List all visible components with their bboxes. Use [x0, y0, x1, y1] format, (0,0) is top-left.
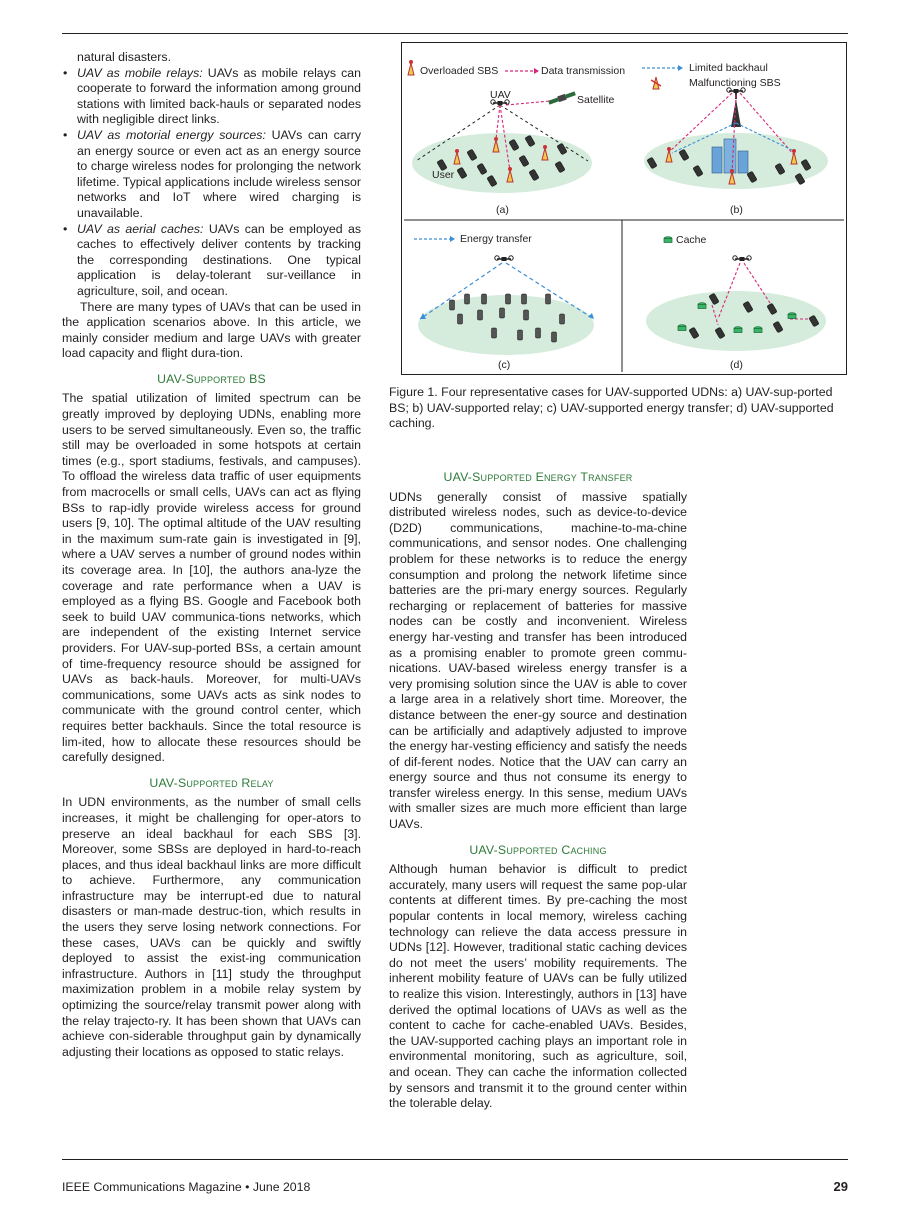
top-rule	[62, 33, 848, 34]
caption-text: Four representative cases for UAV-supported UDNs: a) UAV-sup-ported BS; b) UAV-supported relay; c) UAV-supported energy transfer; d) UAV-supported caching.	[389, 385, 834, 431]
legend-data-transmission: Data transmission	[541, 65, 626, 77]
sensor-node-icon	[500, 308, 505, 318]
uav-icon	[495, 256, 513, 261]
cache-icon	[678, 325, 686, 331]
sensor-node-icon	[492, 328, 497, 338]
label-satellite: Satellite	[577, 94, 615, 106]
cache-icon	[788, 313, 796, 319]
cache-icon	[734, 327, 742, 333]
macro-bs-tower-icon	[731, 93, 741, 127]
sensor-node-icon	[536, 328, 541, 338]
sensor-node-icon	[522, 294, 527, 304]
figure-1-diagram	[402, 43, 846, 374]
malfunctioning-sbs-icon	[651, 77, 661, 89]
sensor-node-icon	[465, 294, 470, 304]
caption-label: Figure 1.	[389, 385, 438, 399]
cache-icon	[698, 303, 706, 309]
legend-overloaded-sbs: Overloaded SBS	[420, 65, 499, 77]
overloaded-sbs-icon	[408, 60, 414, 75]
section-heading-caching: UAV-Supported Caching	[469, 842, 607, 857]
sensor-node-icon	[482, 294, 487, 304]
right-column	[389, 470, 687, 1112]
data-transmission-link	[506, 101, 550, 105]
cache-icon	[754, 327, 762, 333]
sensor-node-icon	[524, 310, 529, 320]
figure-1	[401, 42, 847, 375]
panel-label-a: (a)	[496, 204, 509, 216]
section-heading-energy: UAV-Supported Energy Transfer	[443, 470, 633, 484]
paragraph-uav-types: There are many types of UAVs that can be used in the application scenarios above. In this article, we mainly consider medium and large UAVs with greater load capacity and flight dura-tion.	[62, 299, 361, 361]
uav-icon	[733, 256, 751, 261]
left-column	[62, 50, 361, 1060]
sensor-node-icon	[506, 294, 511, 304]
section-heading-relay: UAV-Supported Relay	[149, 775, 274, 790]
arrow-icon	[678, 65, 683, 71]
sensor-node-icon	[458, 314, 463, 324]
sensor-node-icon	[552, 332, 557, 342]
label-uav: UAV	[490, 89, 511, 101]
legend-malfunctioning-sbs: Malfunctioning SBS	[689, 77, 781, 89]
panel-label-c: (c)	[498, 359, 511, 371]
sensor-node-icon	[560, 314, 565, 324]
list-item: • UAV as mobile relays: UAVs as mobile relays can cooperate to forward the information among ground stations with limited back-hauls or separated nodes with negligible direct links.	[63, 65, 362, 127]
paragraph-caching: Although human behavior is difficult to predict accurately, many users will request the same pop-ular contents at different times. By pre-caching the most popular contents in local memory, wireless caching technology can relieve the data access pressure in UDNs [12]. However, traditional static caching devices do not meet the users’ mobility requirements. The inherent mobility feature of UAVs can be fully utilized to realize this vision. Interestingly, authors in [13] have derived the optimal locations of UAVs as well as the content to cache for cache-enabled UAVs. Besides, the UAV-supported caching plays an important role in environmental monitoring, such as agriculture, soil, and ocean. They can cache the information collected by sensors and transmit it to the ground center within the tolerable delay.	[389, 862, 687, 1111]
sensor-node-icon	[478, 310, 483, 320]
cache-legend-icon	[664, 237, 672, 243]
uav-role-list	[62, 66, 361, 300]
arrow-icon	[534, 68, 539, 74]
satellite-icon	[548, 90, 576, 105]
list-item: • UAV as motorial energy sources: UAVs can carry an energy source or even act as an energy source to charge wireless nodes for prolonging the network lifetime. Typical applications include wireless sensor networks and IoT where wired charging is unavailable.	[63, 127, 361, 220]
legend-energy-transfer: Energy transfer	[460, 233, 532, 245]
sensor-node-icon	[546, 294, 551, 304]
intro-line: natural disasters.	[77, 50, 171, 64]
paragraph-bs: The spatial utilization of limited spectrum can be greatly improved by deploying UDNs, enabling more users to be served simultaneously. Even so, the traffic still may be overloaded in some hotspots at certain times (e.g., sport stadiums, festivals, and campuses). To offload the wireless data traffic of user equipments from macrocells or small cells, UAVs can act as flying BSs to rap-idly provide wireless access for ground users [9, 10]. The optimal altitude of the UAV resulting in the maximum sum-rate gain is investigated in [9], where a UAV serves a number of ground nodes within its coverage area. In [10], the authors ana-lyze the coverage and rate performance when a UAV is employed as a flying BS. Google and Facebook both seek to build UAV communica-tions networks, which are independent of the existing Internet service providers. For UAV-sup-ported BSs, a certain amount of time-frequency resource should be assigned for UAVs as back-hauls. Moreover, for multi-UAVs communications, some UAVs acts as sink nodes to communicate with the ground control center, which requires better backhauls. Since the total resource is lim-ited, how to allocate these resources should be carefully designed.	[62, 391, 361, 765]
paragraph-energy: UDNs generally consist of massive spatially distributed wireless nodes, such as device-to-device (D2D) communications, machine-to-ma-chine communications, and sensor nodes. One challenging problem for these networks is to reduce the energy consumption and prolong the network lifetime since batteries are the pri-mary energy sources. Regularly recharging or replacement of batteries for massive nodes can be costly and inconvenient. Wireless energy har-vesting and transfer has been introduced as a promising enabler to promote green commu-nications. UAV-based wireless energy transfer is a very promising solution since the UAV is able to cover a large area in a relatively short time. Moreover, the distance between the ener-gy source and destination can be artificially and adaptively adjusted to improve the energy har-vesting efficiency and satisfy the needs of dif-ferent nodes. Notice that the UAV can carry an energy source and thus not consume its energy to transfer wireless energy. In this sense, medium UAVs with smaller sizes are much more efficient than large UAVs.	[389, 489, 687, 832]
panel-label-b: (b)	[730, 204, 743, 216]
section-heading-bs: UAV-Supported BS	[157, 371, 266, 386]
coverage-area-d	[646, 291, 826, 351]
legend-limited-backhaul: Limited backhaul	[689, 62, 768, 74]
sensor-node-icon	[450, 300, 455, 310]
label-user: User	[432, 169, 455, 181]
list-item: • UAV as aerial caches: UAVs can be employed as caches to effectively deliver contents by tracking the corresponding destinations. One typical application is delay-tolerant sur-veillance in agriculture, soil, and ocean.	[63, 221, 361, 298]
footer-journal: IEEE Communications Magazine • June 2018	[62, 1180, 311, 1194]
bottom-rule	[62, 1159, 848, 1160]
page-number: 29	[833, 1179, 848, 1194]
arrow-icon	[450, 236, 455, 242]
figure-caption	[389, 385, 848, 432]
legend-cache: Cache	[676, 234, 707, 246]
paragraph-relay: In UDN environments, as the number of small cells increases, it might be challenging for oper-ators to preserve an ideal backhaul for each SBS [3]. Moreover, some SBSs are deployed in hard-to-reach places, and thus ideal backhaul links are more difficult to achieve. Furthermore, any communication infrastructure may be interrupt-ed due to natural disasters or man-made destruc-tion, which results in the users they serve losing network connections. For these cases, UAVs can be quickly and swiftly deployed to assist the exist-ing communication infrastructure. Authors in [11] study the throughput maximization problem in a mobile relay system by optimizing the source/relay transmit power along with the relay trajecto-ry. It has been shown that UAVs can achieve con-siderable throughput gain by dynamically adjusting their locations as opposed to static relays.	[62, 795, 361, 1059]
sensor-node-icon	[518, 330, 523, 340]
panel-label-d: (d)	[730, 359, 743, 371]
